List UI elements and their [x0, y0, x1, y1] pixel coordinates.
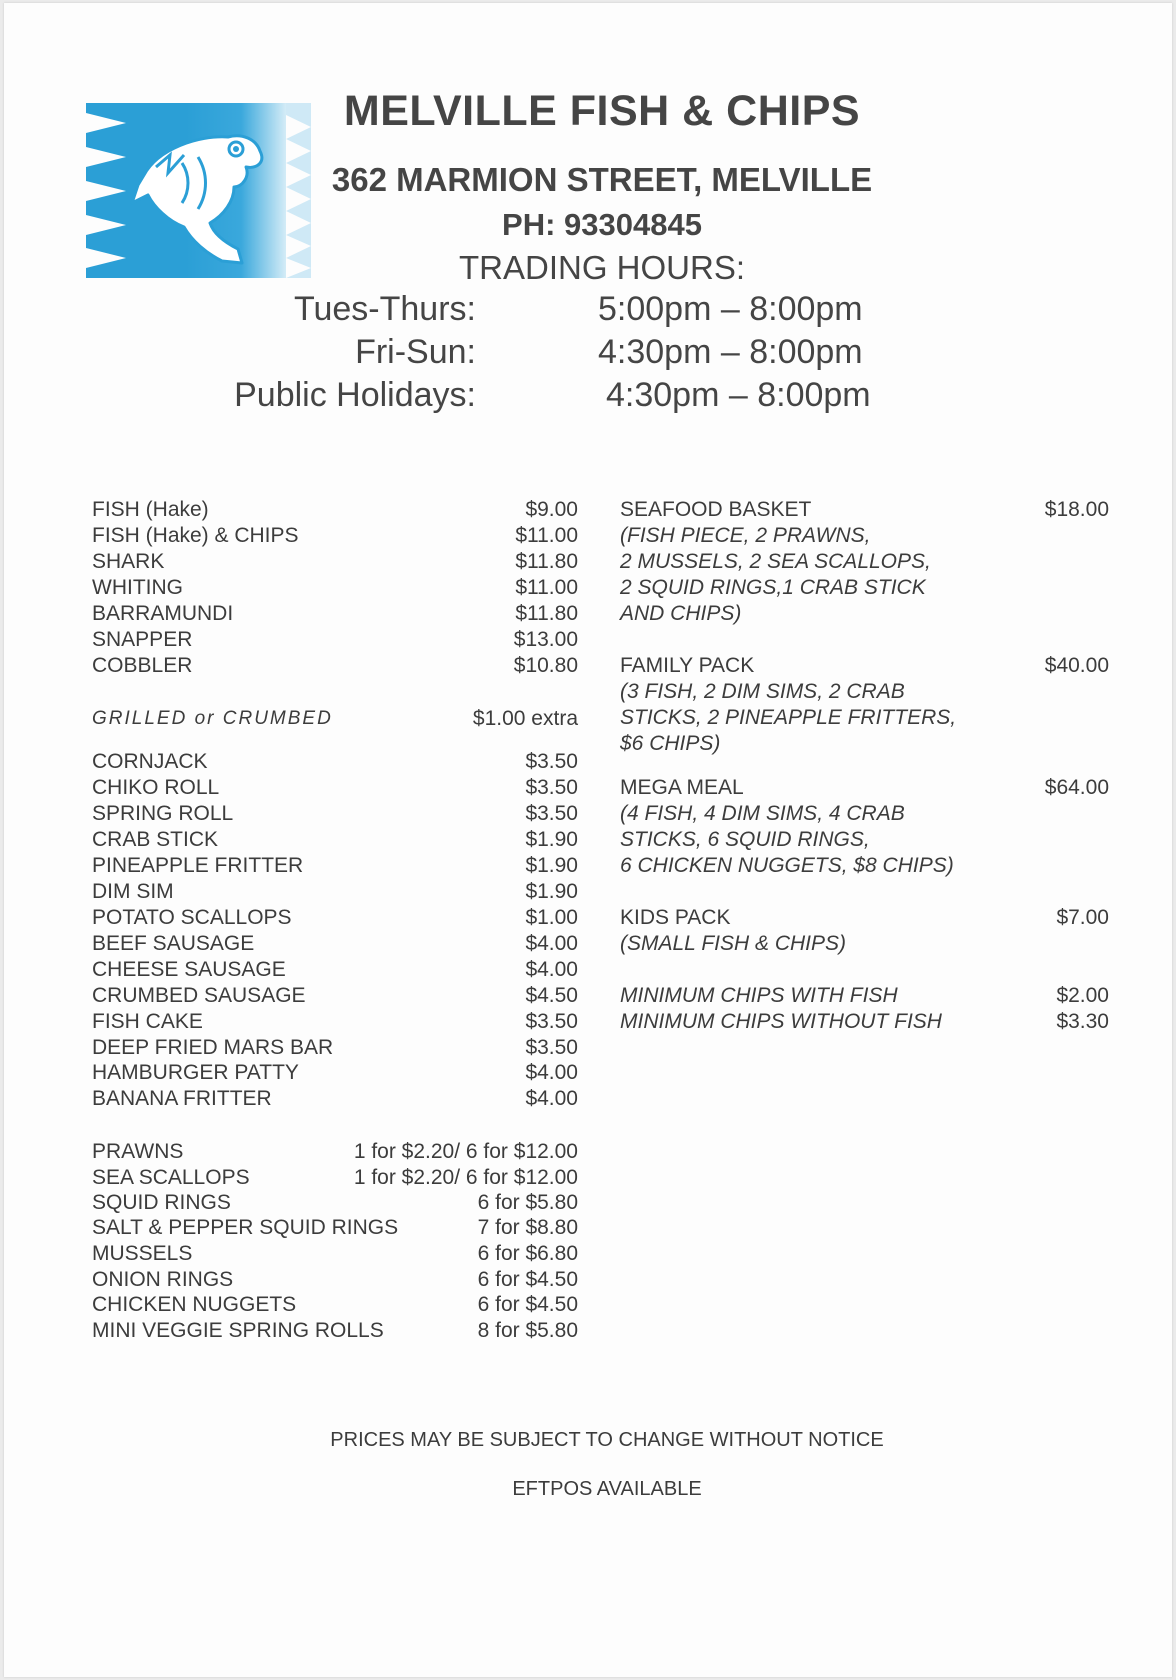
- menu-item-price: $4.00: [525, 932, 578, 955]
- pack-description-line: 6 CHICKEN NUGGETS, $8 CHIPS): [620, 854, 954, 877]
- menu-item-price: $1.90: [525, 880, 578, 903]
- hours-days: Public Holidays:: [234, 376, 476, 414]
- hours-time: 5:00pm – 8:00pm: [598, 290, 863, 328]
- price-change-notice: PRICES MAY BE SUBJECT TO CHANGE WITHOUT NOTICE: [330, 1429, 884, 1451]
- minimum-chips-label: MINIMUM CHIPS WITH FISH: [620, 984, 898, 1007]
- menu-item-price: 6 for $4.50: [477, 1268, 578, 1291]
- menu-item-name: CRUMBED SAUSAGE: [92, 984, 306, 1007]
- menu-item-price: $1.90: [525, 828, 578, 851]
- pack-name: KIDS PACK: [620, 906, 731, 929]
- menu-item-name: PINEAPPLE FRITTER: [92, 854, 304, 877]
- menu-item-name: DIM SIM: [92, 880, 174, 903]
- trading-hours-heading: TRADING HOURS:: [458, 249, 745, 286]
- menu-item-name: CHEESE SAUSAGE: [92, 958, 286, 981]
- pack-description-line: (SMALL FISH & CHIPS): [620, 932, 846, 955]
- menu-item-price: $11.80: [515, 602, 578, 625]
- menu-item-name: DEEP FRIED MARS BAR: [92, 1036, 334, 1059]
- menu-item-name: SNAPPER: [92, 628, 193, 651]
- menu-item-price: 7 for $8.80: [477, 1216, 578, 1239]
- pack-price: $18.00: [1044, 498, 1109, 521]
- menu-item-name: WHITING: [92, 576, 183, 599]
- menu-item-price: $1.00: [525, 906, 578, 929]
- menu-item-name: MINI VEGGIE SPRING ROLLS: [92, 1319, 384, 1342]
- restaurant-name: MELVILLE FISH & CHIPS: [343, 87, 861, 135]
- pack-name: MEGA MEAL: [620, 776, 744, 799]
- grilled-extra-price: $1.00 extra: [472, 707, 578, 730]
- menu-item-price: 6 for $6.80: [477, 1242, 578, 1265]
- menu-item-name: MUSSELS: [92, 1242, 193, 1265]
- minimum-chips-price: $3.30: [1056, 1010, 1109, 1033]
- menu-item-price: $1.90: [525, 854, 578, 877]
- menu-page: [4, 3, 1172, 1677]
- pack-description-line: AND CHIPS): [620, 602, 742, 625]
- pack-price: $7.00: [1056, 906, 1109, 929]
- menu-item-price: 1 for $2.20/ 6 for $12.00: [353, 1166, 578, 1189]
- hours-time: 4:30pm – 8:00pm: [598, 333, 863, 371]
- menu-item-name: SALT & PEPPER SQUID RINGS: [92, 1216, 399, 1239]
- menu-item-name: BANANA FRITTER: [92, 1087, 272, 1110]
- menu-item-name: SEA SCALLOPS: [92, 1166, 250, 1189]
- menu-item-price: $4.00: [525, 1087, 578, 1110]
- phone-number: PH: 93304845: [502, 207, 702, 242]
- hours-days: Fri-Sun:: [355, 333, 476, 371]
- menu-item-name: HAMBURGER PATTY: [92, 1061, 299, 1084]
- pack-name: SEAFOOD BASKET: [620, 498, 812, 521]
- menu-item-price: $11.80: [515, 550, 578, 573]
- pack-name: FAMILY PACK: [620, 654, 755, 677]
- menu-item-name: ONION RINGS: [92, 1268, 234, 1291]
- menu-item-price: $3.50: [525, 802, 578, 825]
- left-menu-column: [4, 3, 1172, 1677]
- menu-item-price: 8 for $5.80: [477, 1319, 578, 1342]
- menu-item-price: $13.00: [513, 628, 578, 651]
- menu-item-name: SQUID RINGS: [92, 1191, 231, 1214]
- hours-days: Tues-Thurs:: [293, 290, 476, 328]
- minimum-chips-label: MINIMUM CHIPS WITHOUT FISH: [620, 1010, 942, 1033]
- menu-item-price: 6 for $4.50: [477, 1293, 578, 1316]
- menu-item-price: $4.00: [525, 958, 578, 981]
- menu-item-name: CRAB STICK: [92, 828, 219, 851]
- menu-item-name: SHARK: [92, 550, 165, 573]
- menu-item-price: 1 for $2.20/ 6 for $12.00: [353, 1140, 578, 1163]
- menu-item-price: $11.00: [515, 576, 578, 599]
- menu-item-name: SPRING ROLL: [92, 802, 234, 825]
- pack-description-line: STICKS, 2 PINEAPPLE FRITTERS,: [620, 706, 957, 729]
- menu-item-price: $4.00: [525, 1061, 578, 1084]
- pack-description-line: (3 FISH, 2 DIM SIMS, 2 CRAB: [620, 680, 905, 703]
- pack-price: $64.00: [1044, 776, 1109, 799]
- pack-description-line: 2 MUSSELS, 2 SEA SCALLOPS,: [620, 550, 931, 573]
- menu-item-price: $3.50: [525, 750, 578, 773]
- hours-time: 4:30pm – 8:00pm: [606, 376, 871, 414]
- address: 362 MARMION STREET, MELVILLE: [331, 161, 873, 198]
- menu-item-price: 6 for $5.80: [477, 1191, 578, 1214]
- menu-item-price: $9.00: [525, 498, 578, 521]
- menu-item-price: $3.50: [525, 776, 578, 799]
- menu-item-name: POTATO SCALLOPS: [92, 906, 292, 929]
- eftpos-notice: EFTPOS AVAILABLE: [512, 1478, 702, 1500]
- menu-item-name: COBBLER: [92, 654, 193, 677]
- menu-item-price: $4.50: [525, 984, 578, 1007]
- menu-item-name: FISH (Hake) & CHIPS: [92, 524, 299, 547]
- pack-description-line: (FISH PIECE, 2 PRAWNS,: [620, 524, 871, 547]
- menu-item-name: BARRAMUNDI: [92, 602, 234, 625]
- grilled-or-crumbed-label: GRILLED or CRUMBED: [92, 708, 333, 729]
- pack-description-line: $6 CHIPS): [620, 732, 721, 755]
- menu-item-name: PRAWNS: [92, 1140, 184, 1163]
- menu-item-name: FISH (Hake): [92, 498, 209, 521]
- menu-item-name: CHIKO ROLL: [92, 776, 220, 799]
- menu-item-name: CORNJACK: [92, 750, 208, 773]
- menu-item-name: BEEF SAUSAGE: [92, 932, 255, 955]
- pack-description-line: 2 SQUID RINGS,1 CRAB STICK: [620, 576, 926, 599]
- menu-item-price: $3.50: [525, 1036, 578, 1059]
- pack-description-line: (4 FISH, 4 DIM SIMS, 4 CRAB: [620, 802, 905, 825]
- menu-item-price: $10.80: [513, 654, 578, 677]
- menu-item-name: CHICKEN NUGGETS: [92, 1293, 297, 1316]
- pack-description-line: STICKS, 6 SQUID RINGS,: [620, 828, 870, 851]
- menu-item-name: FISH CAKE: [92, 1010, 203, 1033]
- menu-item-price: $3.50: [525, 1010, 578, 1033]
- pack-price: $40.00: [1044, 654, 1109, 677]
- minimum-chips-price: $2.00: [1056, 984, 1109, 1007]
- menu-item-price: $11.00: [515, 524, 578, 547]
